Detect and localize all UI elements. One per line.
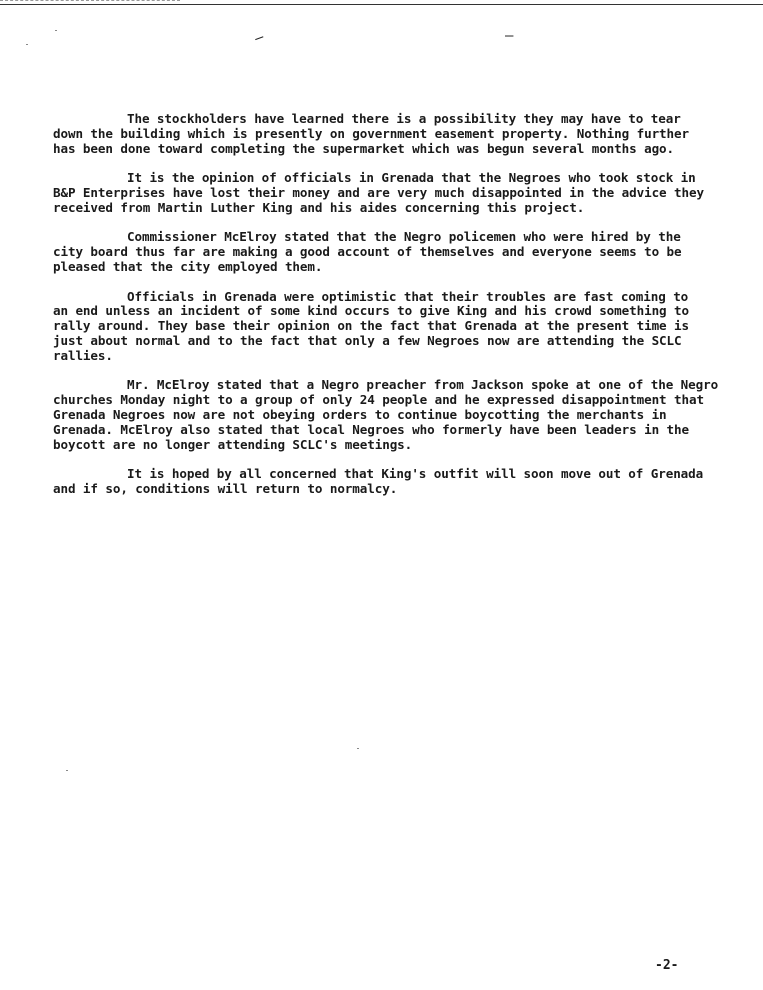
text-line: Commissioner McElroy stated that the Negro policemen who were hired by the [127, 229, 681, 245]
text-line: It is hoped by all concerned that King's outfit will soon move out of Grenada [127, 466, 704, 482]
text-line: and if so, conditions will return to normalcy. [53, 480, 398, 496]
text-line: boycott are no longer attending SCLC's meetings. [53, 436, 413, 452]
text-line: Grenada Negroes now are not obeying orders to continue boycotting the merchants in [53, 406, 667, 422]
paragraph [53, 171, 713, 215]
text-line: pleased that the city employed them. [53, 258, 323, 274]
text-line: received from Martin Luther King and his aides concerning this project. [53, 199, 585, 215]
text-line: rally around. They base their opinion on the fact that Grenada at the present time is [53, 318, 689, 334]
paragraph [53, 112, 713, 156]
top-edge-rule [0, 4, 763, 5]
scan-speck [66, 770, 68, 771]
scan-speck [26, 44, 28, 45]
text-line: an end unless an incident of some kind occurs to give King and his crowd something to [53, 303, 689, 319]
text-line: Grenada. McElroy also stated that local Negroes who formerly have been leaders in the [53, 421, 689, 437]
text-line: down the building which is presently on government easement property. Nothing further [53, 125, 689, 141]
scan-speck [357, 748, 359, 749]
text-line: Mr. McElroy stated that a Negro preacher from Jackson spoke at one of the Negro [127, 377, 719, 393]
text-line: It is the opinion of officials in Grenada that the Negroes who took stock in [127, 170, 696, 186]
scan-mark: – [505, 28, 514, 44]
page-number: -2- [655, 958, 679, 973]
paragraph [53, 377, 719, 452]
text-line: B&P Enterprises have lost their money and are very much disappointed in the advice they [53, 184, 704, 200]
scan-speck [55, 30, 57, 31]
paragraph [53, 230, 713, 274]
text-line: The stockholders have learned there is a possibility they may have to tear [127, 111, 681, 126]
text-line: just about normal and to the fact that only a few Negroes now are attending the SCLC [53, 332, 682, 348]
top-edge-dashes [0, 0, 180, 1]
text-line: city board thus far are making a good account of themselves and everyone seems to be [53, 244, 682, 260]
text-line: churches Monday night to a group of only 24 people and he expressed disappointment that [53, 392, 704, 408]
text-line: has been done toward completing the supermarket which was begun several months ago. [53, 140, 675, 156]
paragraph [53, 467, 713, 497]
text-line: rallies. [53, 347, 113, 363]
paragraph [53, 290, 713, 364]
scan-mark: — [252, 29, 266, 47]
text-line: Officials in Grenada were optimistic that their troubles are fast coming to [127, 288, 689, 304]
document-body [53, 111, 719, 512]
